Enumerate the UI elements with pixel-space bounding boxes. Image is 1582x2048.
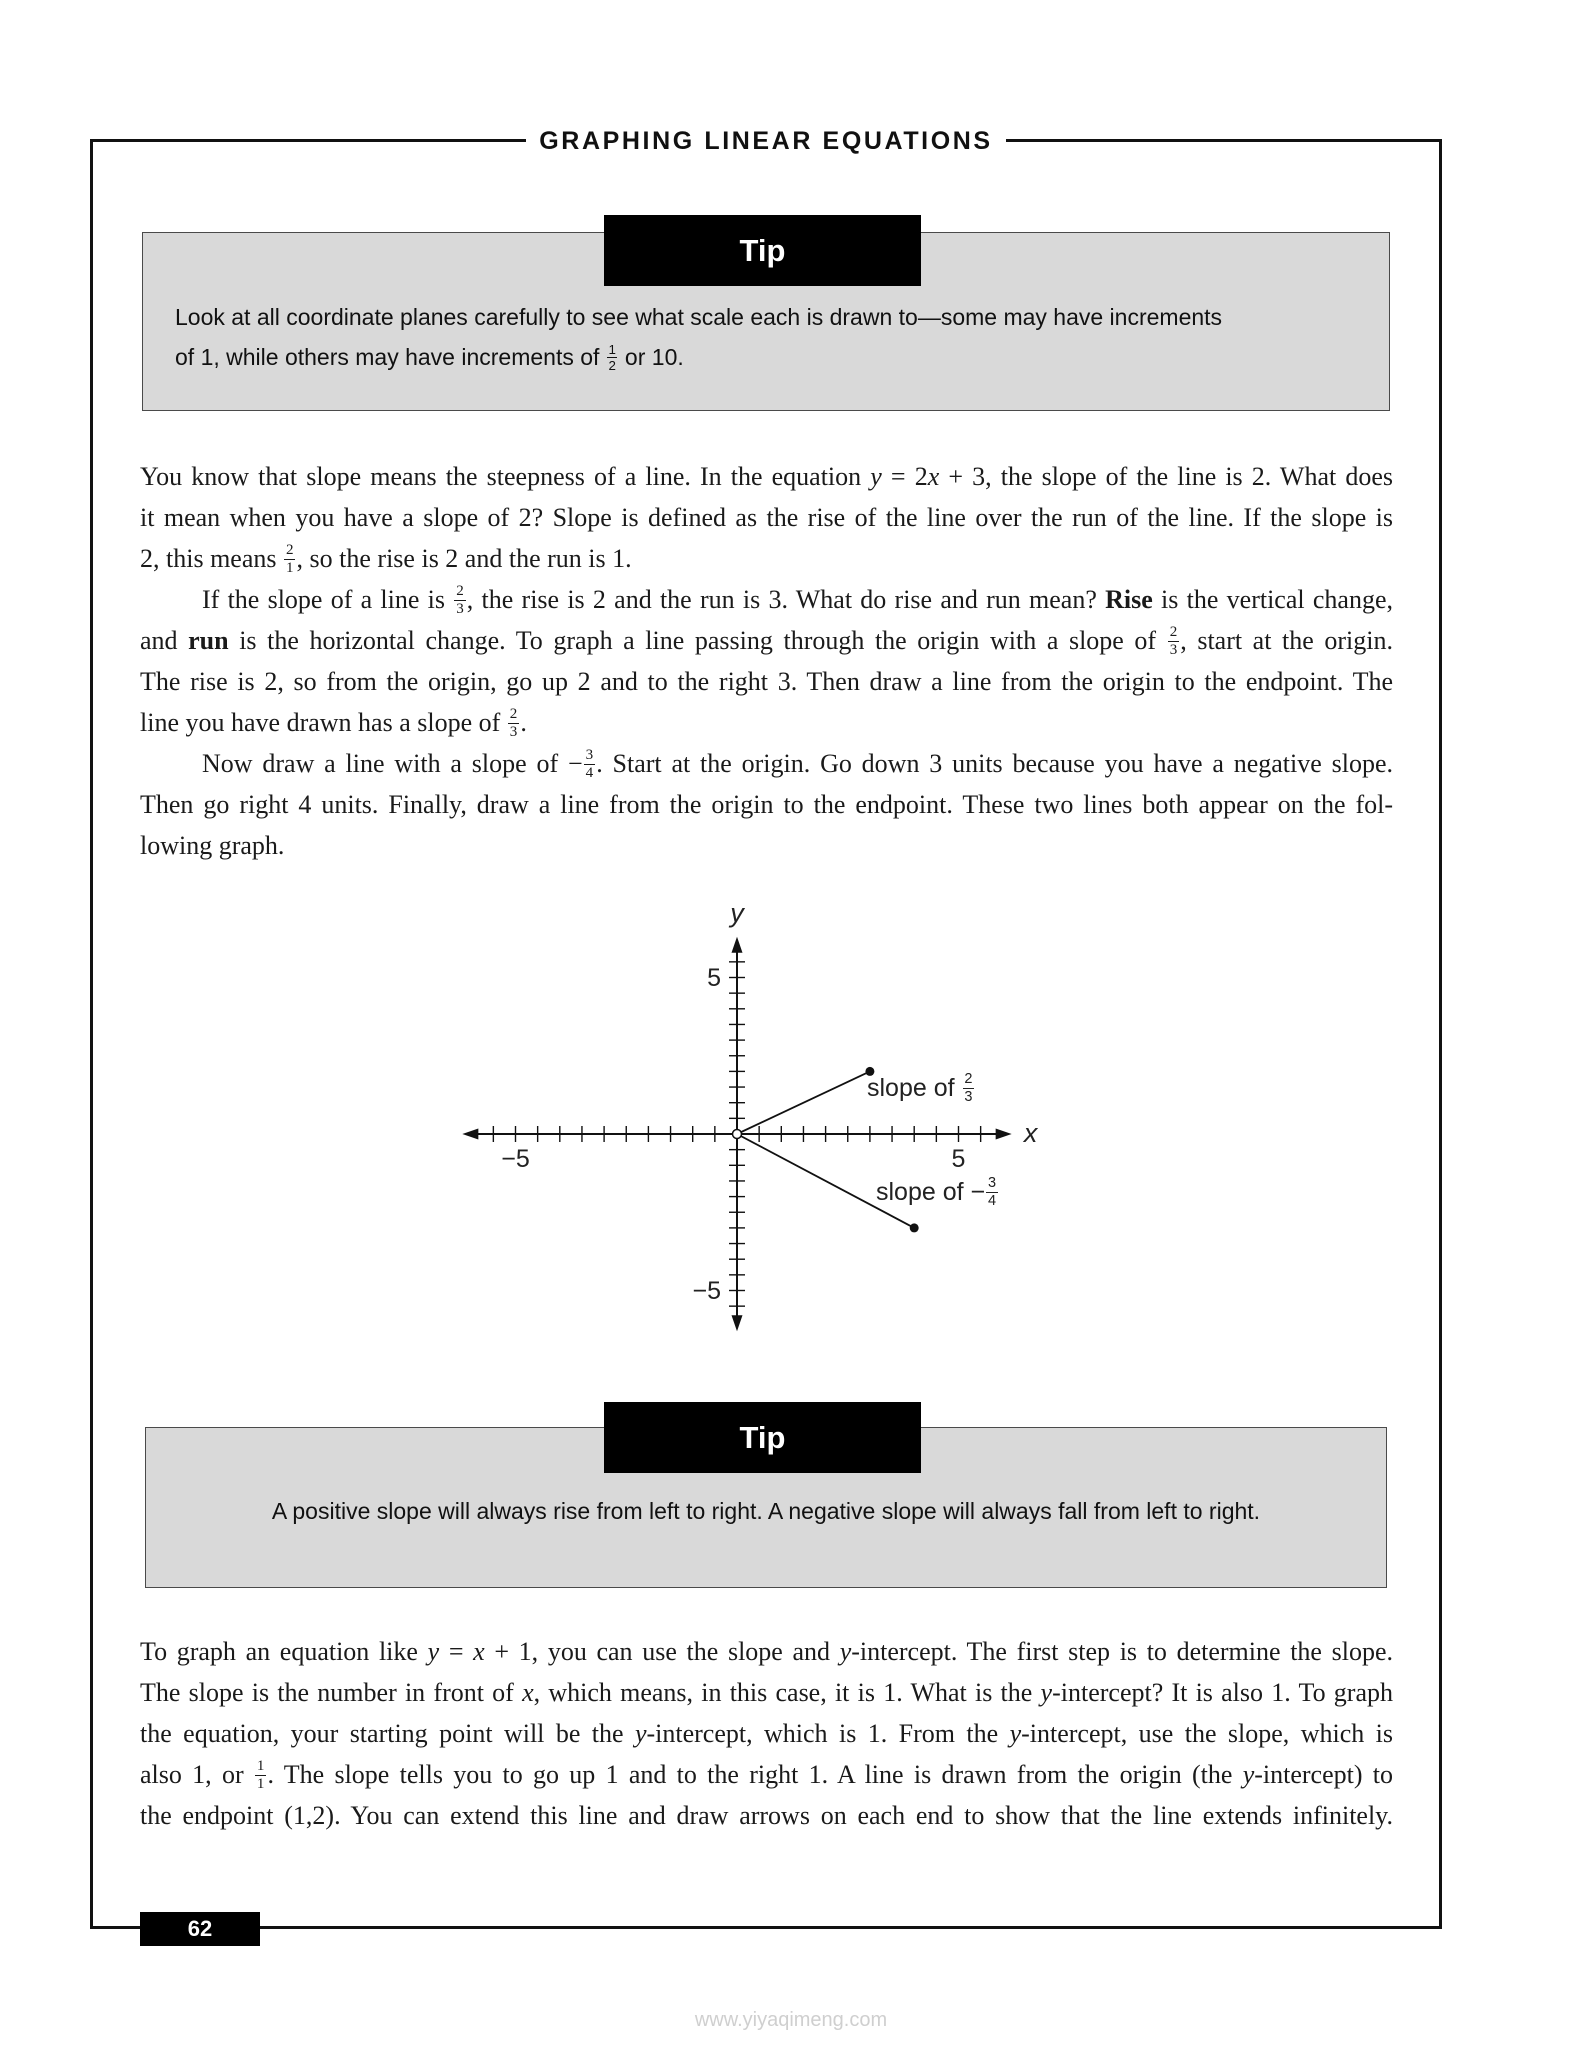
- endpoint-dot: [910, 1223, 919, 1232]
- italic-variable: x: [927, 462, 940, 491]
- text-line: [140, 538, 1393, 579]
- fraction: [454, 584, 465, 617]
- text-line: [140, 661, 1393, 702]
- text-run: the equation, your starting point will be the: [140, 1719, 635, 1748]
- x-axis-arrow-right-icon: [996, 1129, 1012, 1140]
- text-line: [140, 620, 1393, 661]
- text-run: it mean when you have a slope of 2? Slope is defined as the rise of the line over the run of the line. If the slope is: [140, 503, 1393, 532]
- fraction-numerator: 2: [284, 543, 295, 560]
- text-run: If the slope of a line is: [202, 585, 454, 614]
- text-line: [140, 1713, 1393, 1754]
- y-tick-label: 5: [707, 963, 721, 992]
- italic-variable: y: [634, 1719, 647, 1748]
- text-run: , the rise is 2 and the run is 3. What do rise and run mean?: [466, 585, 1106, 614]
- text-run: . Start at the origin. Go down 3 units because you have a negative slope.: [596, 749, 1393, 778]
- graph-canvas: [440, 890, 1060, 1360]
- x-axis-arrow-left-icon: [462, 1129, 478, 1140]
- fraction: [607, 343, 618, 373]
- text-run: line you have drawn has a slope of: [140, 708, 507, 737]
- tip-title: Tip: [604, 215, 921, 286]
- text-run: = 2: [881, 462, 928, 491]
- page-number: 62: [140, 1912, 260, 1946]
- tip-text: [175, 297, 1365, 377]
- text-run: slope of −: [876, 1178, 986, 1206]
- text-run: slope of: [867, 1074, 962, 1102]
- text-line: [140, 1672, 1393, 1713]
- text-run: , so the rise is 2 and the run is 1.: [296, 544, 632, 573]
- text-line: [140, 1754, 1393, 1795]
- italic-variable: x: [522, 1678, 534, 1707]
- fraction-denominator: 3: [456, 601, 464, 618]
- slope-line: [737, 1071, 870, 1134]
- fraction-numerator: 2: [454, 584, 465, 601]
- fraction: [508, 707, 519, 740]
- y-axis-arrow-down-icon: [732, 1315, 743, 1331]
- y-tick-label: −5: [692, 1276, 721, 1305]
- fraction-numerator: 3: [988, 1175, 997, 1192]
- section-title: GRAPHING LINEAR EQUATIONS: [526, 121, 1005, 161]
- origin-point: [733, 1130, 742, 1139]
- fraction: [584, 748, 595, 781]
- text-run: You know that slope means the steepness of a line. In the equation: [140, 462, 871, 491]
- text-run: The rise is 2, so from the origin, go up 2 and to the right 3. Then draw a line from the origin to the endpoint. The: [140, 667, 1393, 696]
- fraction-denominator: 1: [286, 560, 294, 577]
- fraction-denominator: 2: [608, 358, 616, 374]
- text-run: also 1, or: [140, 1760, 254, 1789]
- y-axis-arrow-up-icon: [732, 937, 743, 953]
- slope-label: [867, 1070, 975, 1106]
- text-run: or 10.: [618, 344, 684, 370]
- text-run: the endpoint (1,2). You can extend this line and draw arrows on each end to show that the line extends infinitely.: [140, 1801, 1393, 1830]
- y-axis-label: y: [730, 897, 744, 928]
- fraction-denominator: 3: [1169, 642, 1178, 659]
- tip-text: A positive slope will always rise from left to right. A negative slope will always fall from left to right.: [271, 1498, 1261, 1524]
- italic-variable: y: [1009, 1719, 1022, 1748]
- italic-variable: y: [839, 1637, 852, 1666]
- text-line: [140, 784, 1393, 825]
- text-run: Then go right 4 units. Finally, draw a line from the origin to the endpoint. These two lines both appear on the fol-: [140, 790, 1393, 819]
- fraction: [284, 543, 295, 576]
- italic-variable: x: [473, 1637, 485, 1666]
- text-line: [140, 1631, 1393, 1672]
- text-run: -intercept. The first step is to determine the slope.: [851, 1637, 1393, 1666]
- fraction-denominator: 4: [988, 1192, 997, 1209]
- bold-term: Rise: [1105, 585, 1153, 614]
- fraction-numerator: 2: [508, 707, 519, 724]
- text-line: [140, 825, 1393, 866]
- text-run: The slope is the number in front of: [140, 1678, 523, 1707]
- watermark: www.yiyaqimeng.com: [694, 2009, 888, 2031]
- x-tick-label: −5: [501, 1145, 530, 1173]
- body-text: [140, 456, 1393, 866]
- text-run: Look at all coordinate planes carefully to see what scale each is drawn to—some may have increments: [175, 304, 1223, 330]
- italic-variable: y: [1040, 1678, 1053, 1707]
- italic-variable: y: [427, 1637, 440, 1666]
- text-run: + 3, the slope of the line is 2. What does: [939, 462, 1393, 491]
- text-run: lowing graph.: [140, 831, 285, 860]
- fraction-denominator: 1: [256, 1776, 265, 1793]
- text-run: , start at the origin.: [1180, 626, 1393, 655]
- text-line: [140, 456, 1393, 497]
- fraction-numerator: 1: [608, 342, 616, 358]
- text-run: Now draw a line with a slope of −: [202, 749, 583, 778]
- fraction-numerator: 2: [1168, 625, 1179, 642]
- fraction-denominator: 3: [509, 724, 518, 741]
- italic-variable: y: [1242, 1760, 1255, 1789]
- text-line: [175, 297, 1365, 337]
- text-line: [175, 337, 1365, 377]
- tip-title: Tip: [604, 1402, 921, 1473]
- body-text: [140, 1631, 1393, 1836]
- fraction: [986, 1176, 998, 1208]
- text-run: -intercept, use the slope, which is: [1021, 1719, 1393, 1748]
- fraction-denominator: 4: [585, 765, 594, 782]
- x-axis-label: x: [1023, 1118, 1038, 1148]
- italic-variable: y: [870, 462, 882, 491]
- text-run: To graph an equation like: [140, 1637, 428, 1666]
- fraction-numerator: 3: [584, 748, 595, 765]
- text-run: . The slope tells you to go up 1 and to the right 1. A line is drawn from the origin (the: [267, 1760, 1243, 1789]
- text-run: of 1, while others may have increments of: [175, 344, 606, 370]
- fraction: [1168, 625, 1179, 658]
- text-run: -intercept, which is 1. From the: [646, 1719, 1010, 1748]
- text-run: + 1, you can use the slope and: [484, 1637, 840, 1666]
- text-run: -intercept? It is also 1. To graph: [1052, 1678, 1393, 1707]
- text-line: [140, 702, 1393, 743]
- section-header: [91, 121, 1441, 161]
- text-line: [140, 1795, 1393, 1836]
- x-tick-label: 5: [951, 1145, 966, 1173]
- text-run: is the horizontal change. To graph a line passing through the origin with a slope of: [228, 626, 1167, 655]
- fraction-numerator: 2: [964, 1071, 973, 1088]
- text-run: .: [520, 708, 527, 737]
- text-line: [140, 743, 1393, 784]
- coordinate-graph: [440, 890, 1060, 1360]
- slope-label: [876, 1174, 999, 1210]
- text-run: , which means, in this case, it is 1. What is the: [533, 1678, 1041, 1707]
- text-run: =: [439, 1637, 474, 1666]
- fraction-denominator: 3: [964, 1088, 973, 1105]
- text-line: [140, 579, 1393, 620]
- fraction-numerator: 1: [255, 1759, 266, 1776]
- fraction: [963, 1072, 975, 1104]
- text-run: 2, this means: [140, 544, 283, 573]
- text-run: -intercept) to: [1254, 1760, 1394, 1789]
- text-run: is the vertical change,: [1152, 585, 1393, 614]
- text-line: [140, 497, 1393, 538]
- text-run: and: [140, 626, 189, 655]
- fraction: [255, 1759, 266, 1792]
- bold-term: run: [188, 626, 229, 655]
